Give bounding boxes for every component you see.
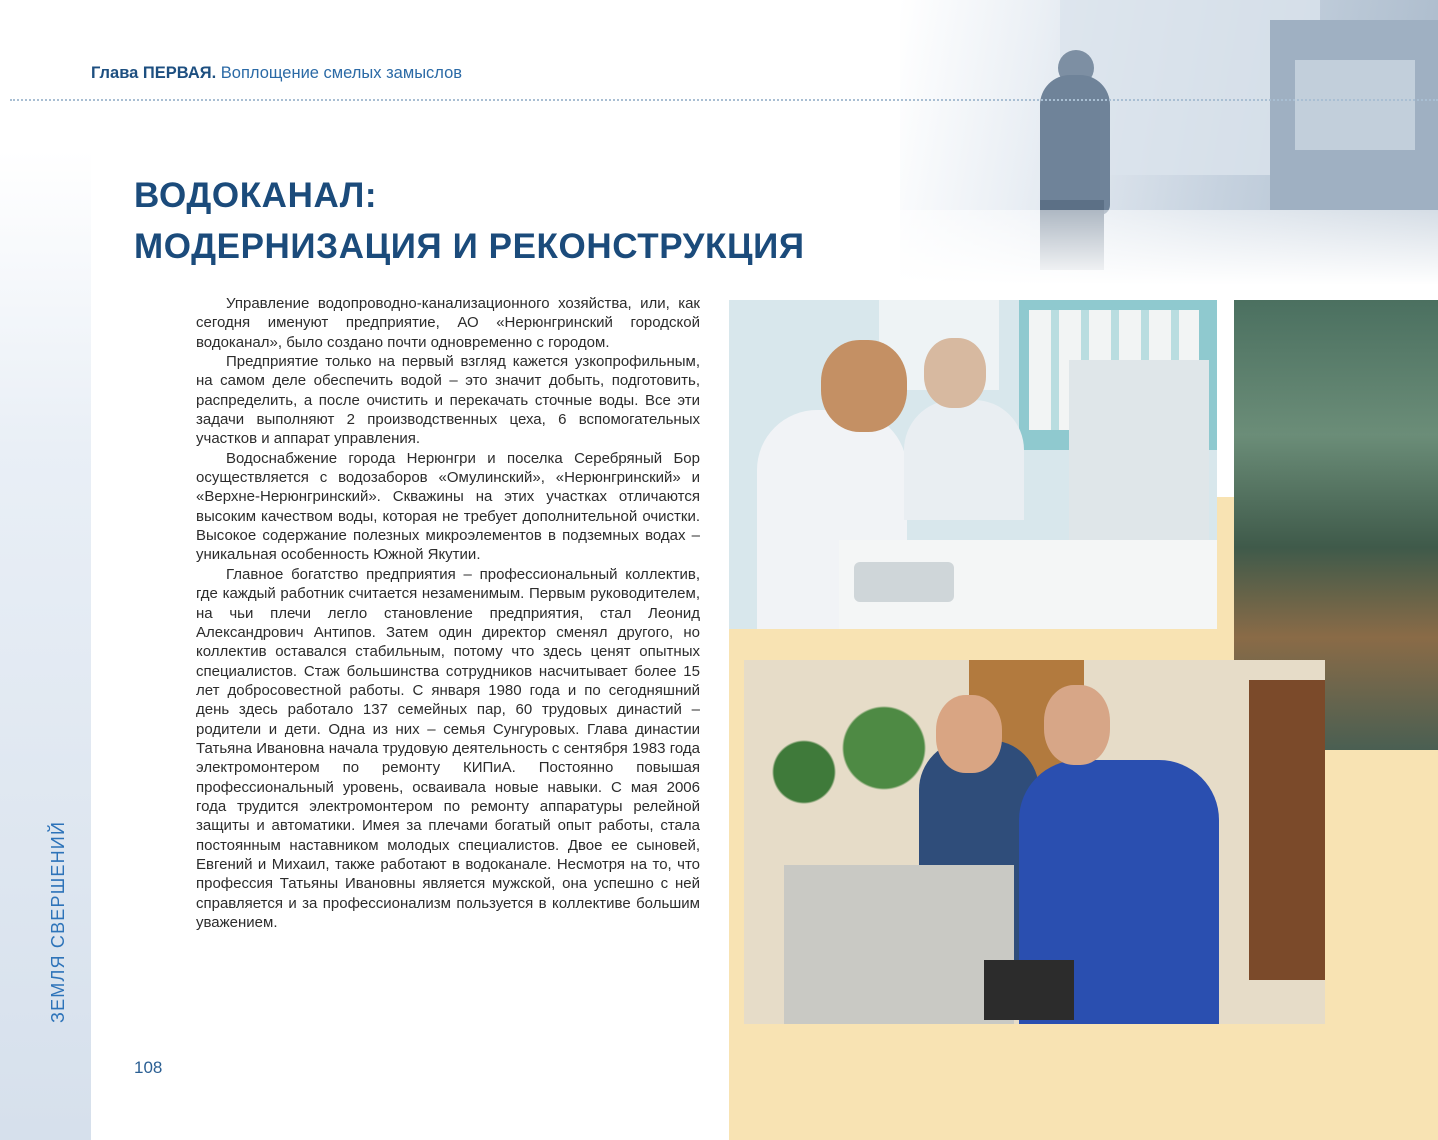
chapter-title: Воплощение смелых замыслов bbox=[220, 64, 463, 82]
photo-shelving bbox=[1249, 680, 1325, 980]
article-body bbox=[196, 294, 700, 932]
header-divider bbox=[10, 99, 1438, 101]
photo-plants bbox=[744, 700, 944, 820]
photo-worker-older-head bbox=[936, 695, 1002, 773]
photo-office-workers bbox=[744, 660, 1325, 1024]
photo-truck-window bbox=[1295, 60, 1415, 150]
chapter-number: Глава ПЕРВАЯ. bbox=[91, 64, 217, 82]
page-number: 108 bbox=[134, 1058, 163, 1077]
sidebar-gradient-strip bbox=[0, 150, 91, 1140]
photo-worker-right-head bbox=[924, 338, 986, 408]
page-title-line-1: ВОДОКАНАЛ: bbox=[134, 176, 378, 215]
page-title bbox=[134, 170, 805, 272]
photo-meter-device bbox=[854, 562, 954, 602]
photo-snow bbox=[900, 210, 1438, 285]
paragraph: Предприятие только на первый взгляд кажется узкопрофильным, на самом деле обеспечить водой – это значит добыть, подготовить, распределить, а после очистить и перекачать сточные воды. Все эти задачи выполняют 2 производственных цеха, 6 вспомогательных участков и аппарат управления. bbox=[196, 353, 700, 448]
header-photo-worker bbox=[900, 0, 1438, 285]
paragraph: Водоснабжение города Нерюнгри и поселка Серебряный Бор осуществляется с водозаборов «Омулинский», «Нерюнгринский» и «Верхне-Нерюнгринский». Скважины на этих участках отличаются высоким качеством воды, которая не требует дополнительной очистки. Высокое содержание полезных микроэлементов в подземных водах – уникальная особенность Южной Якутии. bbox=[196, 449, 700, 564]
photo-worker-left-head bbox=[821, 340, 907, 432]
chapter-header bbox=[91, 64, 462, 83]
book-title-vertical: ЗЕМЛЯ СВЕРШЕНИЙ bbox=[48, 820, 68, 1023]
page-title-line-2: МОДЕРНИЗАЦИЯ И РЕКОНСТРУКЦИЯ bbox=[134, 227, 805, 266]
photo-lab-equipment bbox=[1069, 360, 1209, 540]
photo-laboratory-workers bbox=[729, 300, 1217, 629]
photo-test-equipment bbox=[784, 865, 1014, 1024]
photo-worker-right bbox=[904, 400, 1024, 520]
photo-worker-younger-head bbox=[1044, 685, 1110, 765]
photo-worker-body bbox=[1040, 75, 1110, 215]
photo-relay-device bbox=[984, 960, 1074, 1020]
paragraph: Главное богатство предприятия – профессиональный коллектив, где каждый работник считается незаменимым. Первым руководителем, на чьи плечи легло становление предприятия, стал Леонид Александрович Антипов. Затем один директор сменял другого, но коллектив оставался стабильным, потому что здесь ценят опытных специалистов. Стаж большинства сотрудников насчитывает более 15 лет добросовестной работы. С января 1980 года и по сегодняшний день здесь работало 137 семейных пар, 60 трудовых династий – родители и дети. Одна из них – семья Сунгуровых. Глава династии Татьяна Ивановна начала трудовую деятельность с сентября 1983 года электромонтером по ремонту КИПиА. Постоянно повышая профессиональный уровень, осваивала новые навыки. С мая 2006 года трудится электромонтером по ремонту аппаратуры релейной защиты и автоматики. Имея за плечами богатый опыт работы, стала постоянным наставником молодых специалистов. Двое ее сыновей, Евгений и Михаил, также работают в водоканале. Несмотря на то, что профессия Татьяны Ивановны является мужской, она успешно с ней справляется и за профессионализм пользуется в коллективе большим уважением. bbox=[196, 565, 700, 931]
paragraph: Управление водопроводно-канализационного хозяйства, или, как сегодня именуют предприятие, АО «Нерюнгринский городской водоканал», было создано почти одновременно с городом. bbox=[196, 295, 700, 351]
